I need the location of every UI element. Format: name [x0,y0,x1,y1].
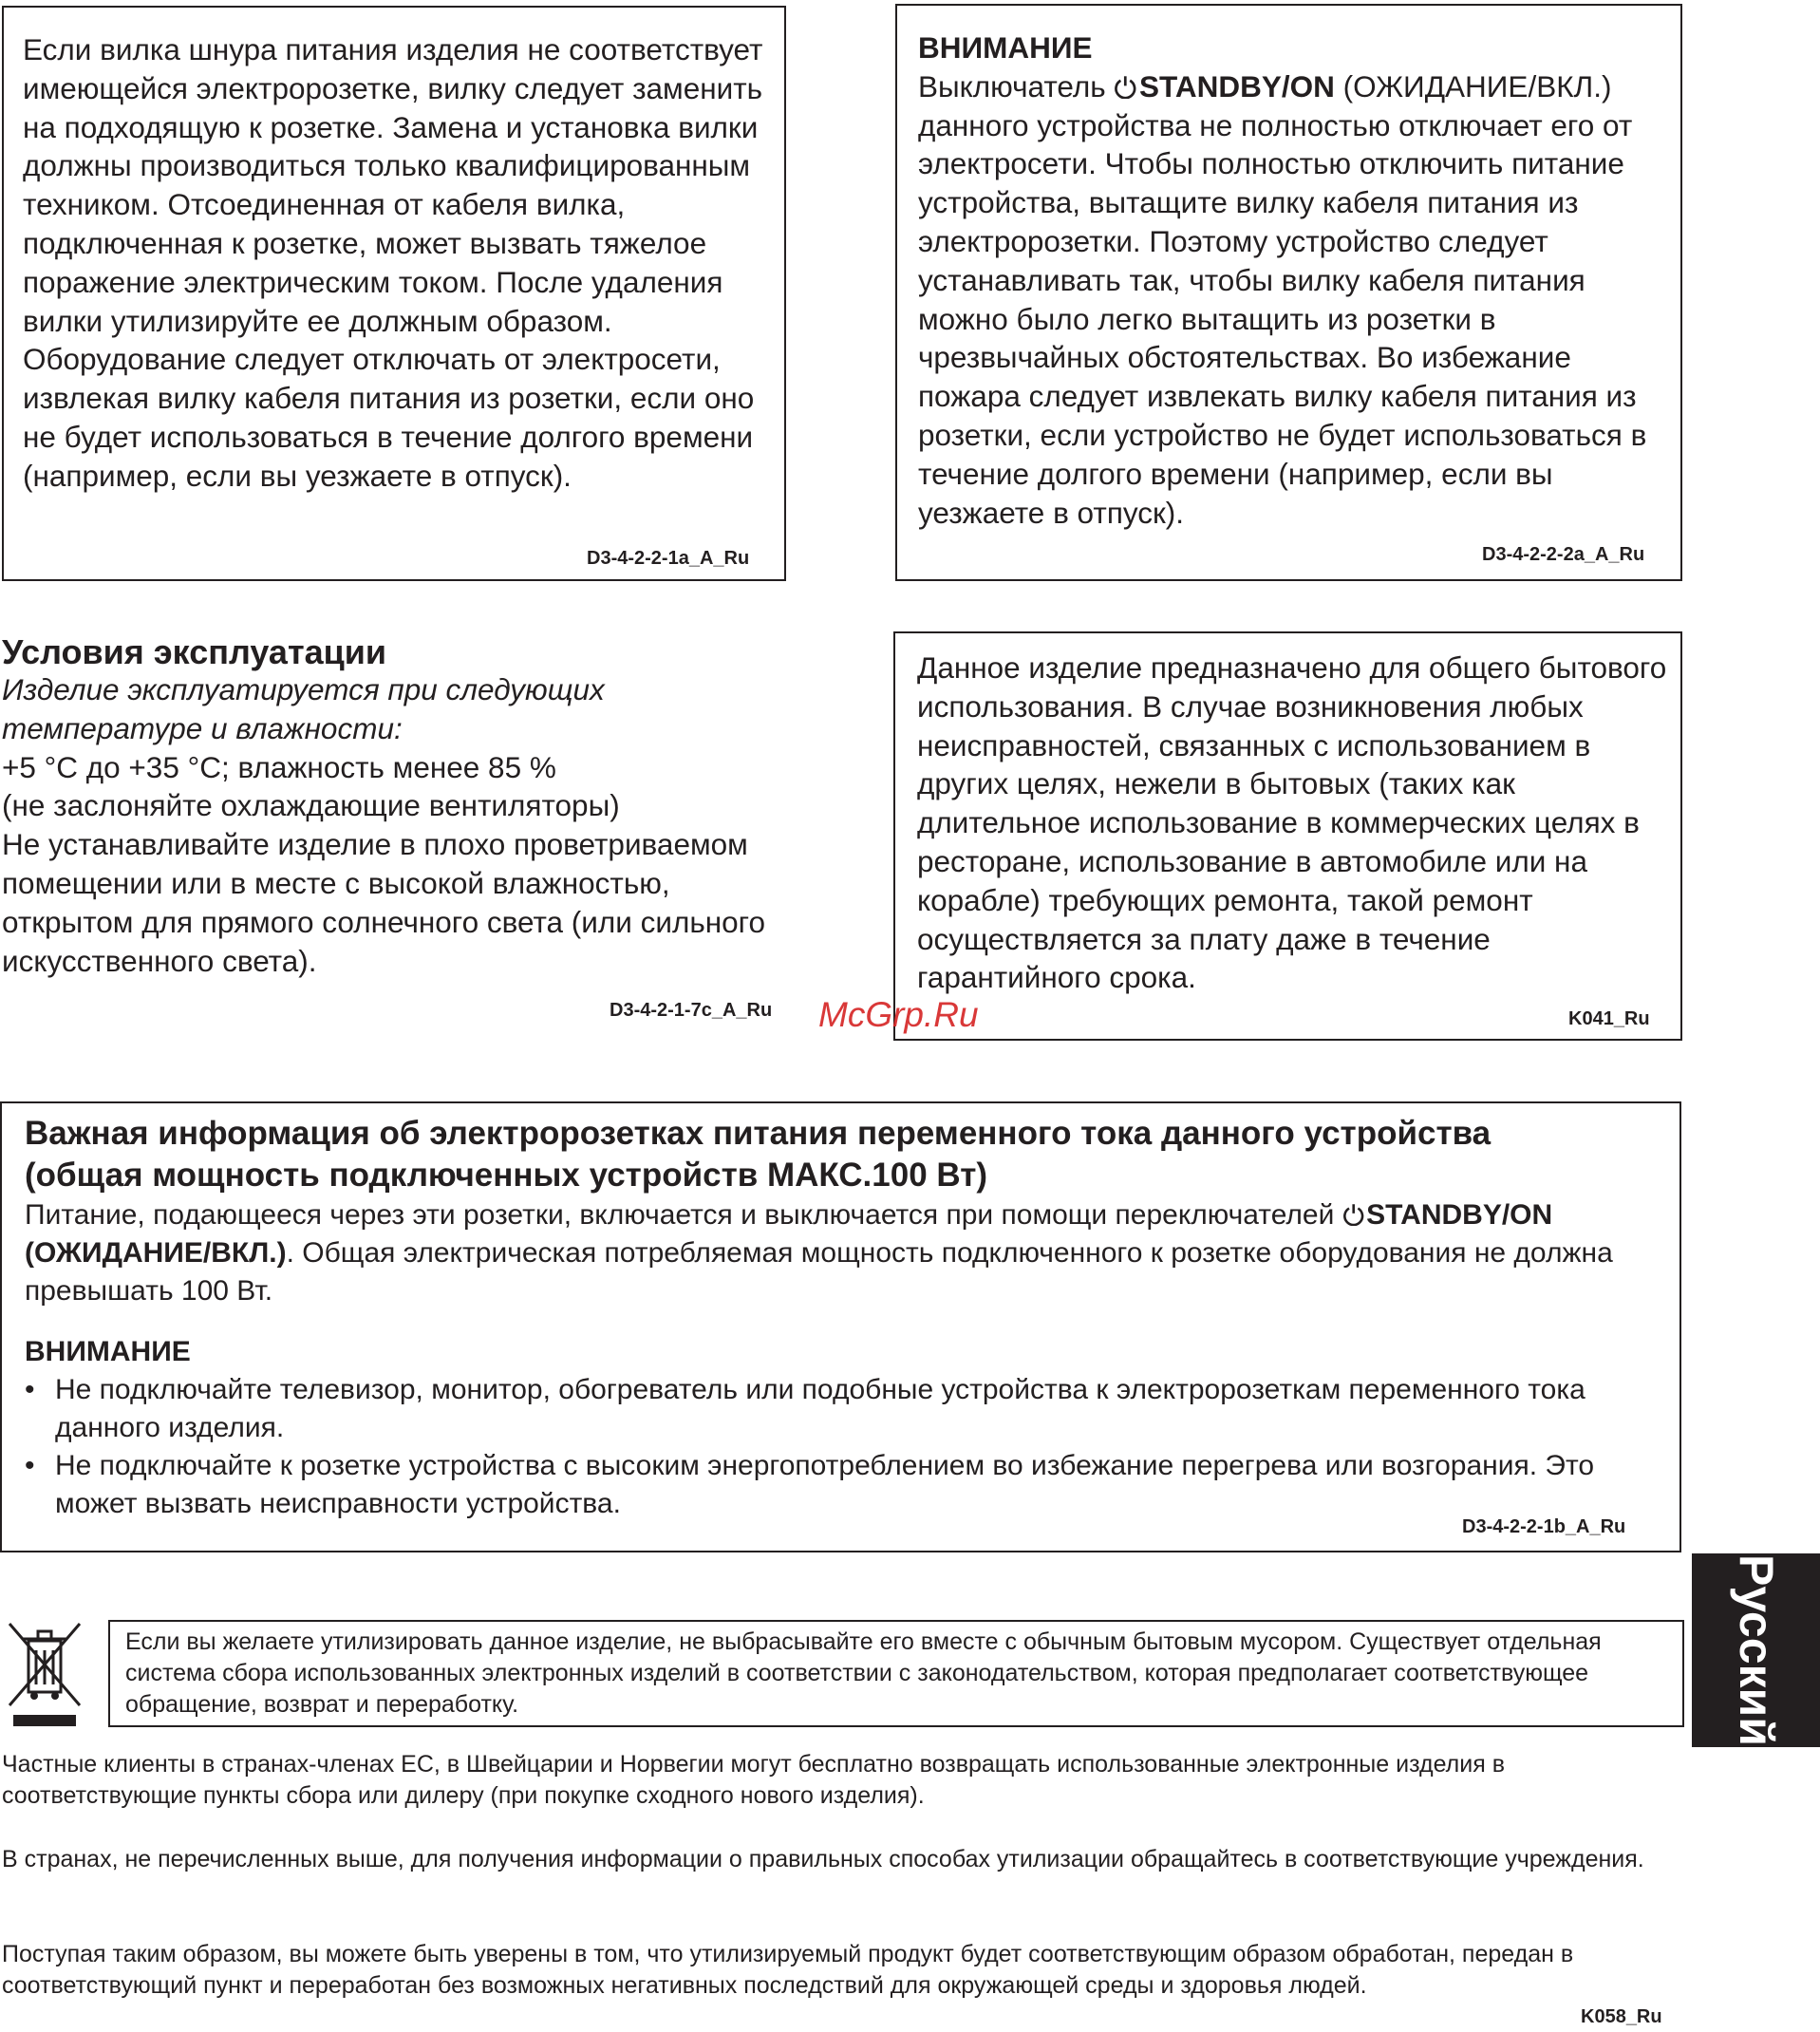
ac-outlets-heading-2: (общая мощность подключенных устройств МАКС.100 Вт) [25,1157,988,1194]
power-icon [1342,1203,1364,1226]
operating-conditions [2,632,799,980]
plug-notice-text: Если вилка шнура питания изделия не соответствует имеющейся электророзетке, вилку следует заменить на подходящую к розетке. Замена и установка вилки должны производиться только квалифицированным техником. Отсоединенная от кабеля вилка, подключенная к розетке, может вызвать тяжелое поражение электрическим током. После удаления вилки утилизируйте ее должным образом. Оборудование следует отключать от электросети, извлекая вилку кабеля питания из розетки, если оно не будет использоваться в течение долгого времени (например, если вы уезжаете в отпуск). [23,32,763,493]
operating-conditions-text: Не устанавливайте изделие в плохо проветриваемом помещении или в месте с высокой влажностью, открытом для прямого солнечного света (или сильного искусственного света). [2,827,765,978]
operating-conditions-temp: +5 °C до +35 °C; влажность менее 85 % [2,749,556,784]
plug-notice-box [2,6,786,581]
disposal-notice-text: Если вы желаете утилизировать данное изделие, не выбрасывайте его вместе с обычным бытовым мусором. Существует отдельная система сбора использованных электронных изделий в соответствии с законодательством, которая предполагает соответствующее обращение, возврат и переработку. [125,1628,1602,1718]
household-use-code: K041_Ru [1568,1008,1650,1029]
household-use-box [893,631,1682,1041]
disposal-notice-box [108,1620,1684,1727]
operating-conditions-heading: Условия эксплуатации [2,632,386,671]
ac-outlets-text: Питание, подающееся через эти розетки, включается и выключается при помощи переключателей STANDBY/ON (ОЖИДАНИЕ/ВКЛ.). Общая электрическая потребляемая мощность подключенного к розетке оборудования не должна превышать 100 Вт. [25,1199,1613,1307]
crossed-bin-icon [8,1620,82,1726]
disposal-other-text: В странах, не перечисленных выше, для получения информации о правильных способах утилизации обращайтесь в соответствующие учреждения. [2,1846,1644,1872]
ac-outlets-bullet: • Не подключайте к розетке устройства с высоким энергопотреблением во избежание перегрева или возгорания. Это может вызвать неисправности устройства. [25,1450,1595,1519]
disposal-eu-text: Частные клиенты в странах-членах ЕС, в Швейцарии и Норвегии могут бесплатно возвращать использованные электронные изделия в соответствующие пункты сбора или дилеру (при покупке сходного нового изделия). [2,1751,1505,1809]
ac-outlets-caution: ВНИМАНИЕ [25,1336,191,1367]
disposal-assurance-text: Поступая таким образом, вы можете быть уверены в том, что утилизируемый продукт будет соответствующим образом обработан, передан в соответствующий пункт и переработан без возможных негативных последствий для окружающей среды и здоровья людей. [2,1941,1574,1999]
power-icon [1114,75,1137,99]
ac-outlets-code: D3-4-2-2-1b_A_Ru [1462,1516,1626,1537]
watermark: McGrp.Ru [818,995,979,1034]
operating-conditions-fans: (не заслоняйте охлаждающие вентиляторы) [2,788,620,823]
standby-warning-heading: ВНИМАНИЕ [918,30,1093,65]
language-tab: Русский [1692,1553,1820,1747]
ac-outlets-bullet: • Не подключайте телевизор, монитор, обогреватель или подобные устройства к электророзеткам переменного тока данного изделия. [25,1374,1585,1443]
standby-warning-box [895,4,1682,581]
ac-outlets-heading-1: Важная информация об электророзетках питания переменного тока данного устройства [25,1115,1492,1152]
operating-conditions-intro: Изделие эксплуатируется при следующих температуре и влажности: [2,672,605,745]
standby-warning-code: D3-4-2-2-2a_A_Ru [1482,544,1645,565]
operating-conditions-code: D3-4-2-1-7c_A_Ru [610,1000,773,1021]
plug-notice-code: D3-4-2-2-1a_A_Ru [587,548,750,569]
ac-outlets-box [0,1101,1681,1552]
disposal-code: K058_Ru [1581,2006,1662,2027]
standby-warning-text: Выключатель STANDBY/ON (ОЖИДАНИЕ/ВКЛ.) данного устройства не полностью отключает его от электросети. Чтобы полностью отключить питание устройства, вытащите вилку кабеля питания из электророзетки. Поэтому устройство следует устанавливать так, чтобы вилку кабеля питания можно было легко вытащить из розетки в чрезвычайных обстоятельствах. Во избежание пожара следует извлекать вилку кабеля питания из розетки, если устройство не будет использоваться в течение долгого времени (например, если вы уезжаете в отпуск). [918,68,1647,530]
household-use-text: Данное изделие предназначено для общего бытового использования. В случае возникновения любых неисправностей, связанных с использованием в других целях, нежели в бытовых (таких как длительное использование в коммерческих целях в ресторане, использование в автомобиле или на корабле) требующих ремонта, такой ремонт осуществляется за плату даже в течение гарантийного срока. [917,650,1667,995]
